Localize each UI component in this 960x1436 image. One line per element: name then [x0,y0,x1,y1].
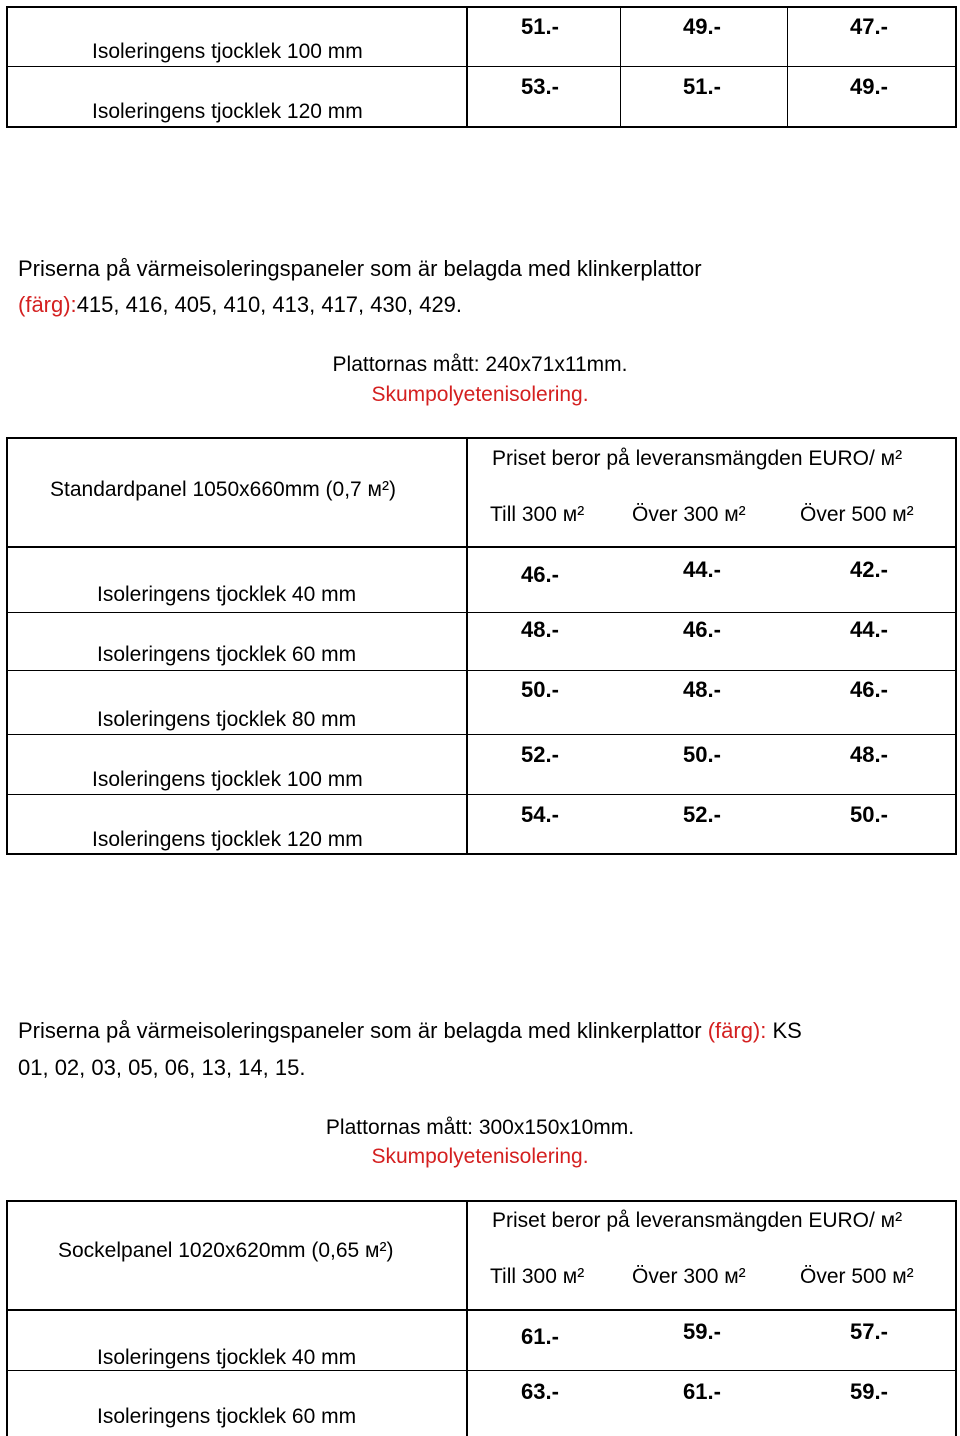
price-cell: 50.- [683,742,721,767]
column-header: Till 300 м² [490,503,585,526]
color-codes: 415, 416, 405, 410, 413, 417, 430, 429. [76,292,463,317]
price-cell: 44.- [850,617,888,642]
price-cell: 63.- [521,1379,559,1404]
price-cell: 52.- [683,802,721,827]
panel-label: Sockelpanel 1020x620mm (0,65 м²) [58,1239,394,1262]
insulation-type: Skumpolyetenisolering. [371,383,589,406]
tile-dimensions: Plattornas mått: 240x71x11mm. [332,353,628,376]
column-header: Över 500 м² [800,1265,914,1288]
price-cell: 46.- [683,617,721,642]
price-header: Priset beror på leveransmängden EURO/ м² [492,1209,903,1232]
column-header: Över 500 м² [800,503,914,526]
price-cell: 44.- [683,557,721,582]
price-cell: 48.- [521,617,559,642]
row-label: Isoleringens tjocklek 120 mm [92,828,363,851]
row-label: Isoleringens tjocklek 80 mm [97,708,357,731]
price-cell: 50.- [850,802,888,827]
section1-heading-line1: Priserna på värmeisoleringspaneler som är belagda med klinkerplattor [18,256,702,281]
price-cell: 49.- [683,14,721,39]
price-cell: 51.- [521,14,559,39]
price-cell: 48.- [683,677,721,702]
price-cell: 49.- [850,74,888,99]
price-cell: 54.- [521,802,559,827]
row-label: Isoleringens tjocklek 60 mm [97,1405,357,1428]
price-cell: 47.- [850,14,888,39]
heading-text: KS [772,1018,802,1043]
price-cell: 46.- [850,677,888,702]
insulation-type: Skumpolyetenisolering. [371,1145,589,1168]
color-label: (färg): [18,292,77,317]
price-cell: 50.- [521,677,559,702]
price-cell: 61.- [521,1324,559,1349]
column-header: Över 300 м² [632,503,746,526]
row-label: Isoleringens tjocklek 120 mm [92,100,363,123]
price-cell: 42.- [850,557,888,582]
section2-heading-line1 [18,1018,802,1044]
color-label: (färg): [707,1018,767,1043]
price-cell: 61.- [683,1379,721,1404]
price-cell: 57.- [850,1319,888,1344]
panel-label: Standardpanel 1050x660mm (0,7 м²) [50,478,396,501]
price-cell: 48.- [850,742,888,767]
heading-text: Priserna på värmeisoleringspaneler som är belagda med klinkerplattor [18,1018,702,1043]
section2-heading-line2: 01, 02, 03, 05, 06, 13, 14, 15. [18,1055,306,1080]
row-label: Isoleringens tjocklek 60 mm [97,643,357,666]
price-cell: 59.- [683,1319,721,1344]
row-label: Isoleringens tjocklek 40 mm [97,1346,357,1369]
row-label: Isoleringens tjocklek 100 mm [92,768,363,791]
price-cell: 46.- [521,562,559,587]
column-header: Till 300 м² [490,1265,585,1288]
price-cell: 53.- [521,74,559,99]
price-cell: 51.- [683,74,721,99]
price-cell: 59.- [850,1379,888,1404]
price-cell: 52.- [521,742,559,767]
column-header: Över 300 м² [632,1265,746,1288]
section1-heading-line2 [18,292,462,318]
row-label: Isoleringens tjocklek 100 mm [92,40,363,63]
price-header: Priset beror på leveransmängden EURO/ м² [492,447,903,470]
tile-dimensions: Plattornas mått: 300x150x10mm. [325,1116,635,1139]
row-label: Isoleringens tjocklek 40 mm [97,583,357,606]
